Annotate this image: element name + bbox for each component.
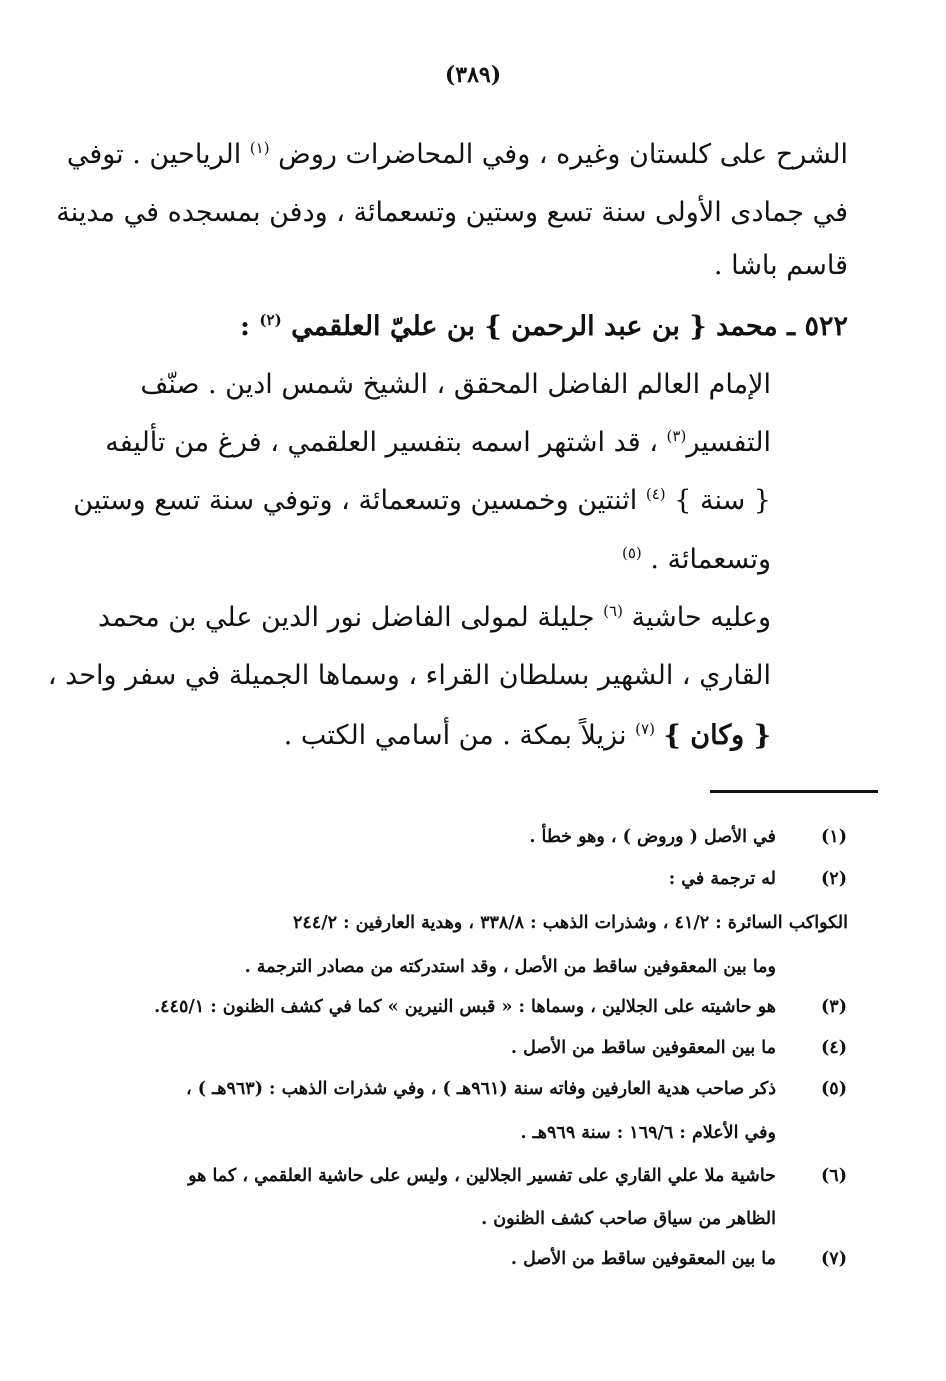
footnote-ref-6[interactable]: (٦) [603, 602, 623, 620]
body-text: وعليه حاشية [631, 602, 771, 633]
body-text: { سنة } [674, 485, 771, 516]
footnote-text-2-line-3: وما بين المعقوفين ساقط من الأصل ، وقد استدركته من مصادر الترجمة . [244, 957, 776, 977]
body-line-1 [67, 135, 848, 175]
body-line-5: الإمام العالم الفاضل المحقق ، الشيخ شمس ادين . صنّف [140, 369, 771, 400]
body-text: الشرح على كلستان وغيره ، وفي المحاضرات روض [278, 139, 848, 170]
footnote-text-6-line-2: الظاهر من سياق صاحب كشف الظنون . [481, 1209, 776, 1229]
footnote-ref-1[interactable]: (١) [249, 139, 270, 157]
footnote-number-2: (٢) [821, 869, 847, 889]
footnote-text-4: ما بين المعقوفين ساقط من الأصل . [510, 1038, 776, 1058]
footnote-number-7: (٧) [821, 1249, 847, 1269]
body-line-8 [622, 540, 771, 580]
body-text: نزيلاً بمكة . من أسامي الكتب . [283, 720, 627, 751]
body-text: وتسعمائة . [650, 544, 771, 575]
footnote-number-6: (٦) [821, 1166, 847, 1186]
body-text: الرياحين . توفي [66, 139, 242, 170]
body-line-10: القاري ، الشهير بسلطان القراء ، وسماها الجميلة في سفر واحد ، [47, 660, 771, 691]
footnote-text-2: له ترجمة في : [668, 869, 776, 889]
body-text: جليلة لمولى الفاضل نور الدين علي بن محمد [98, 602, 595, 633]
footnote-number-5: (٥) [821, 1079, 847, 1099]
footnote-ref-3[interactable]: (٣) [666, 427, 687, 445]
footnote-text-7: ما بين المعقوفين ساقط من الأصل . [510, 1249, 776, 1269]
footnote-text-1: في الأصل ( وروض ) ، وهو خطأ . [529, 827, 776, 847]
footnote-text-3: هو حاشيته على الجلالين ، وسماها : « قبس النيرين » كما في كشف الظنون : ٤٤٥/١. [154, 997, 776, 1017]
body-line-6 [105, 423, 771, 463]
body-line-2: في جمادى الأولى سنة تسع وستين وتسعمائة ، ودفن بمسجده في مدينة [56, 197, 848, 228]
footnote-separator [710, 790, 878, 793]
body-line-11 [284, 716, 771, 756]
body-line-9 [98, 598, 771, 638]
entry-colon: : [240, 311, 250, 342]
footnote-text-5: ذكر صاحب هدية العارفين وفاته سنة (٩٦١هـ ) ، وفي شذرات الذهب : (٩٦٣هـ ) ، [186, 1079, 776, 1099]
footnote-text-2-line-2: الكواكب السائرة : ٤١/٢ ، وشذرات الذهب : ٣٣٨/٨ ، وهدية العارفين : ٢٤٤/٢ [293, 913, 848, 933]
body-text: ، قد اشتهر اسمه بتفسير العلقمي ، فرغ من تأليفه [105, 427, 658, 458]
footnote-ref-5[interactable]: (٥) [621, 544, 642, 562]
footnote-ref-2[interactable]: (٢) [259, 311, 282, 329]
entry-number: ٥٢٢ ـ [787, 311, 848, 342]
entry-name: محمد { بن عبد الرحمن } بن عليّ العلقمي [291, 311, 778, 342]
body-text: { وكان } [663, 720, 771, 751]
page-number: (٣٨٩) [444, 62, 502, 88]
body-text: اثنتين وخمسين وتسعمائة ، وتوفي سنة تسع وستين [73, 485, 638, 516]
footnote-number-4: (٤) [821, 1038, 847, 1058]
footnote-ref-4[interactable]: (٤) [645, 485, 666, 503]
footnote-text-5-line-2: وفي الأعلام : ١٦٩/٦ : سنة ٩٦٩هـ . [520, 1123, 776, 1143]
entry-heading [240, 307, 848, 347]
footnote-text-6: حاشية ملا علي القاري على تفسير الجلالين ، وليس على حاشية العلقمي ، كما هو [188, 1166, 776, 1186]
body-text: التفسير [686, 427, 771, 458]
footnote-ref-7[interactable]: (٧) [635, 720, 655, 738]
body-line-7 [73, 481, 771, 521]
body-line-3: قاسم باشا . [713, 250, 848, 281]
footnote-number-1: (١) [821, 827, 847, 847]
footnote-number-3: (٣) [821, 997, 847, 1017]
